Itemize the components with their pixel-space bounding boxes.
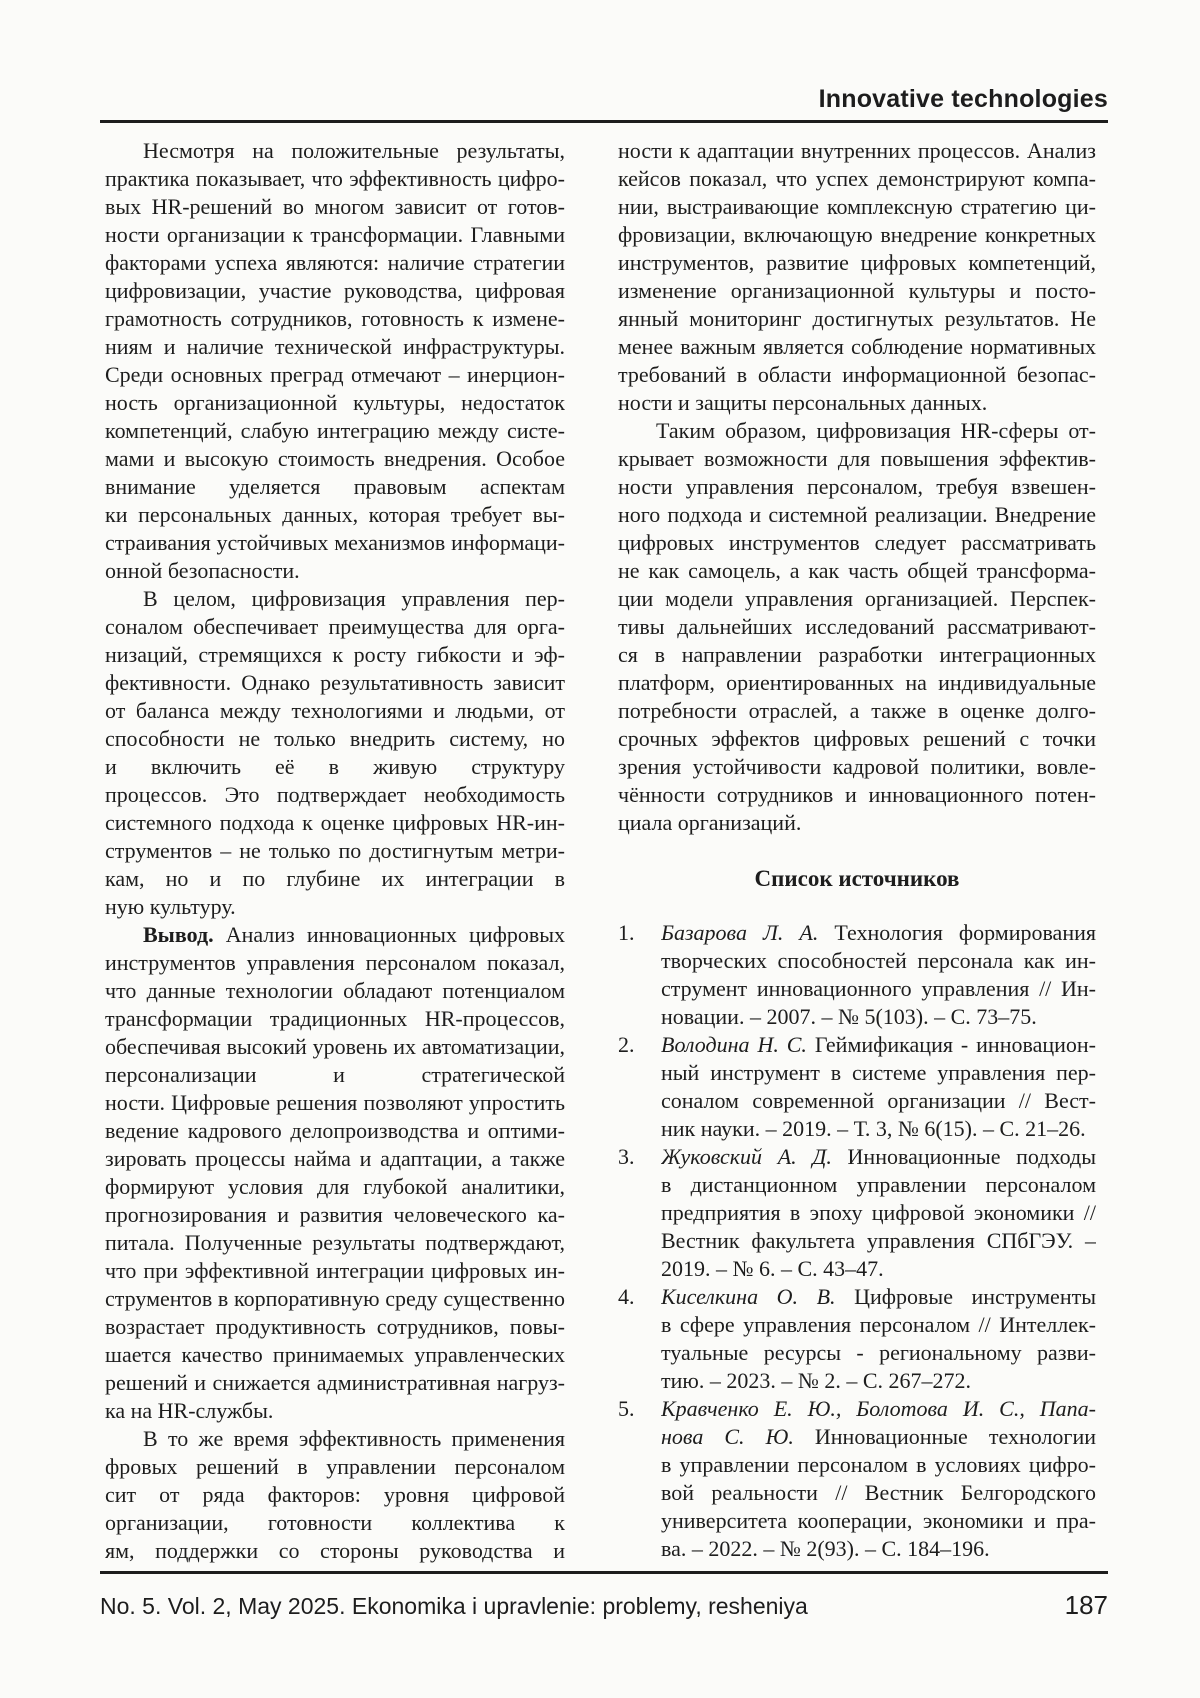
text-line [105, 949, 565, 977]
text-segment: компетенций, слабую интеграцию между систе- [105, 418, 565, 443]
text-segment: циала организаций. [618, 810, 802, 835]
text-line [105, 641, 565, 669]
text-segment: ности к адаптации внутренних процессов. Анализ [618, 138, 1096, 163]
text-segment: ности управления персоналом, требуя взвешен- [618, 474, 1096, 499]
text-line [105, 137, 565, 165]
text-line [661, 1507, 1096, 1535]
reference-number: 3. [618, 1144, 635, 1169]
reference-number: 2. [618, 1032, 635, 1057]
reference-item [618, 1031, 1096, 1143]
text-line [105, 277, 565, 305]
text-segment: трансформации традиционных HR-процессов, [105, 1006, 565, 1031]
text-line [618, 809, 1096, 837]
text-line [105, 1425, 565, 1453]
text-segment: соналом современной организации // Вест- [661, 1088, 1096, 1113]
text-segment: струментов в корпоративную среду существенно [105, 1286, 565, 1311]
reference-text [661, 1143, 1096, 1283]
text-line [105, 585, 565, 613]
text-segment: фровизации, включающую внедрение конкретных [618, 222, 1096, 247]
text-line [105, 977, 565, 1005]
text-line [661, 1339, 1096, 1367]
text-line [661, 1059, 1096, 1087]
text-segment: университета кооперации, экономики и пра- [661, 1508, 1096, 1533]
text-line [618, 781, 1096, 809]
text-segment: ки персональных данных, которая требует вы- [105, 502, 565, 527]
text-line [618, 697, 1096, 725]
text-segment: ности и защиты персональных данных. [618, 390, 988, 415]
text-line [618, 725, 1096, 753]
reference-item [618, 1283, 1096, 1395]
text-segment: Инновационные подходы [831, 1144, 1096, 1169]
text-segment: зировать процессы найма и адаптации, а также [105, 1146, 565, 1171]
text-segment: внимание уделяется правовым аспектам [105, 474, 565, 499]
text-line [661, 1143, 1096, 1171]
text-segment: что данные технологии обладают потенциалом [105, 978, 565, 1003]
text-segment: фективности. Однако результативность зависит [105, 670, 565, 695]
text-line [618, 445, 1096, 473]
text-line [105, 1089, 565, 1117]
text-segment: от баланса между технологиями и людьми, от [105, 698, 565, 723]
text-line [105, 529, 565, 557]
text-segment: низаций, стремящихся к росту гибкости и эф- [105, 642, 565, 667]
footer-rule [100, 1571, 1108, 1574]
text-line [661, 1367, 1096, 1395]
text-segment: страивания устойчивых механизмов информаци- [105, 530, 565, 555]
text-line [661, 975, 1096, 1003]
text-segment: струментов – не только по достигнутым метри- [105, 838, 565, 863]
text-line [618, 249, 1096, 277]
text-segment: инструментов, развитие цифровых компетенций, [618, 250, 1096, 275]
text-segment: Володина Н. С. [661, 1032, 807, 1057]
text-line [661, 1087, 1096, 1115]
text-segment: сит от ряда факторов: уровня цифровой [105, 1482, 565, 1507]
text-segment: менее важным является соблюдение нормативных [618, 334, 1096, 359]
text-line [105, 1397, 565, 1425]
text-line [661, 1311, 1096, 1339]
text-line [105, 221, 565, 249]
text-line [105, 557, 565, 585]
text-segment: не как самоцель, а как часть общей трансформа- [618, 558, 1096, 583]
reference-number: 4. [618, 1284, 635, 1309]
header-rule [100, 120, 1108, 123]
text-segment: ведение кадрового делопроизводства и оптими- [105, 1118, 565, 1143]
text-segment: способности не только внедрить систему, но [105, 726, 565, 751]
text-segment: ва. – 2022. – № 2(93). – С. 184–196. [661, 1536, 990, 1561]
text-segment: платформ, ориентированных на индивидуальные [618, 670, 1096, 695]
text-segment: нова С. Ю. [661, 1424, 794, 1449]
text-segment: ниям и наличие технической инфраструктуры. [105, 334, 565, 359]
text-segment: факторами успеха являются: наличие стратегии [105, 250, 565, 275]
text-segment: ка на HR-службы. [105, 1398, 274, 1423]
text-segment: струмент инновационного управления // Ин- [661, 976, 1096, 1001]
text-line [618, 501, 1096, 529]
text-line [618, 193, 1096, 221]
text-segment: вой реальности // Вестник Белгородского [661, 1480, 1096, 1505]
text-segment: ный инструмент в системе управления пер- [661, 1060, 1096, 1085]
text-line [105, 165, 565, 193]
text-segment: Анализ инновационных цифровых [213, 922, 565, 947]
text-line [105, 753, 565, 781]
reference-text [661, 919, 1096, 1031]
column-right-paragraphs [618, 137, 1096, 837]
text-line [105, 921, 565, 949]
text-segment: творческих способностей персонала как ин- [661, 948, 1096, 973]
reference-text [661, 1031, 1096, 1143]
running-head: Innovative technologies [818, 85, 1108, 113]
reference-text [661, 1395, 1096, 1563]
reference-item [618, 919, 1096, 1031]
text-segment: системного подхода к оценке цифровых HR-ин- [105, 810, 565, 835]
text-line [661, 1479, 1096, 1507]
text-line [618, 305, 1096, 333]
text-segment: процессов. Это подтверждает необходимость [105, 782, 565, 807]
text-segment: тивы дальнейших исследований рассматривают- [618, 614, 1096, 639]
text-segment: инструментов управления персоналом показал, [105, 950, 565, 975]
text-segment: ции модели управления организацией. Перспек- [618, 586, 1096, 611]
text-segment: 2019. – № 6. – С. 43–47. [661, 1256, 884, 1281]
reference-item [618, 1143, 1096, 1283]
text-segment: зрения устойчивости кадровой политики, вовле- [618, 754, 1096, 779]
text-line [661, 1423, 1096, 1451]
text-segment: практика показывает, что эффективность цифро- [105, 166, 565, 191]
text-line [618, 557, 1096, 585]
text-line [105, 1453, 565, 1481]
text-line [105, 809, 565, 837]
text-line [661, 947, 1096, 975]
column-right [618, 137, 1096, 1565]
text-line [105, 1173, 565, 1201]
text-line [618, 613, 1096, 641]
text-segment: Несмотря на положительные результаты, [143, 138, 565, 163]
text-segment: срочных эффектов цифровых решений с точки [618, 726, 1096, 751]
text-line [105, 1509, 565, 1537]
reference-item [618, 1395, 1096, 1563]
text-segment: туальные ресурсы - региональному разви- [661, 1340, 1096, 1365]
text-line [105, 669, 565, 697]
text-line [661, 1003, 1096, 1031]
text-segment: янный мониторинг достигнутых результатов. Не [618, 306, 1096, 331]
page-number: 187 [1064, 1590, 1108, 1620]
text-line [105, 613, 565, 641]
text-segment: Жуковский А. Д. [661, 1144, 832, 1169]
text-line [105, 1201, 565, 1229]
text-line [105, 1117, 565, 1145]
text-line [105, 305, 565, 333]
text-line [618, 165, 1096, 193]
text-segment: мами и высокую стоимость внедрения. Особое [105, 446, 565, 471]
text-segment: Технология формирования [818, 920, 1096, 945]
text-segment: решений и снижается административная нагруз- [105, 1370, 565, 1395]
text-segment: грамотность сотрудников, готовность к измене- [105, 306, 565, 331]
text-line [105, 1285, 565, 1313]
text-line [661, 1199, 1096, 1227]
text-segment: ность организационной культуры, недостаток [105, 390, 565, 415]
text-line [105, 1005, 565, 1033]
text-line [105, 781, 565, 809]
text-line [618, 137, 1096, 165]
references-list [618, 919, 1096, 1563]
text-line [105, 249, 565, 277]
text-line [105, 1061, 565, 1089]
reference-number: 5. [618, 1396, 635, 1421]
text-line [661, 1115, 1096, 1143]
text-segment: ям, поддержки со стороны руководства и [105, 1538, 565, 1563]
text-line [661, 1031, 1096, 1059]
text-segment: шается качество принимаемых управленческих [105, 1342, 565, 1367]
text-line [661, 1451, 1096, 1479]
text-segment: что при эффективной интеграции цифровых ин- [105, 1258, 565, 1283]
text-segment: персонализации и стратегической [105, 1062, 565, 1087]
text-segment: Вестник факультета управления СПбГЭУ. – [661, 1228, 1096, 1253]
text-line [618, 473, 1096, 501]
text-segment: цифровых инструментов следует рассматривать [618, 530, 1096, 555]
text-line [105, 445, 565, 473]
text-segment: в дистанционном управлении персоналом [661, 1172, 1096, 1197]
text-segment: вых HR-решений во многом зависит от готов- [105, 194, 565, 219]
text-segment: ную культуру. [105, 894, 236, 919]
text-line [661, 1535, 1096, 1563]
page-footer [100, 1590, 1108, 1621]
text-segment: предприятия в эпоху цифровой экономики // [661, 1200, 1096, 1225]
column-left [105, 137, 565, 1565]
text-line [661, 919, 1096, 947]
text-line [105, 1313, 565, 1341]
text-line [618, 585, 1096, 613]
text-line [618, 389, 1096, 417]
text-segment: требований в области информационной безопас- [618, 362, 1096, 387]
text-segment: Геймификация - инновацион- [806, 1032, 1096, 1057]
text-line [105, 1369, 565, 1397]
text-segment: прогнозирования и развития человеческого ка- [105, 1202, 565, 1227]
text-segment: В то же время эффективность применения [143, 1426, 565, 1451]
text-line [105, 473, 565, 501]
text-line [105, 1257, 565, 1285]
text-segment: чённости сотрудников и инновационного потен- [618, 782, 1096, 807]
reference-text [661, 1283, 1096, 1395]
text-segment: Цифровые инструменты [835, 1284, 1096, 1309]
text-line [618, 333, 1096, 361]
text-segment: новации. – 2007. – № 5(103). – С. 73–75. [661, 1004, 1037, 1029]
text-segment: онной безопасности. [105, 558, 300, 583]
text-line [105, 361, 565, 389]
text-line [105, 1229, 565, 1257]
text-segment: Инновационные технологии [793, 1424, 1096, 1449]
text-line [618, 641, 1096, 669]
text-line [618, 669, 1096, 697]
text-line [105, 501, 565, 529]
text-segment: Киселкина О. В. [661, 1284, 836, 1309]
text-line [618, 277, 1096, 305]
text-segment: тию. – 2023. – № 2. – С. 267–272. [661, 1368, 971, 1393]
text-segment: кейсов показал, что успех демонстрируют компа- [618, 166, 1096, 191]
text-line [105, 389, 565, 417]
text-segment: кам, но и по глубине их интеграции в [105, 866, 565, 891]
text-segment: нии, выстраивающие комплексную стратегию ци- [618, 194, 1096, 219]
text-segment: потребности отраслей, а также в оценке долго- [618, 698, 1096, 723]
text-segment: цифровизации, участие руководства, цифровая [105, 278, 565, 303]
text-line [105, 1481, 565, 1509]
text-segment: Таким образом, цифровизация HR-сферы от- [656, 418, 1096, 443]
text-segment: формируют условия для глубокой аналитики, [105, 1174, 565, 1199]
text-line [618, 221, 1096, 249]
text-line [105, 1033, 565, 1061]
text-line [618, 417, 1096, 445]
text-segment: и включить её в живую структуру [105, 754, 565, 779]
text-segment: возрастает продуктивность сотрудников, повы- [105, 1314, 565, 1339]
text-segment: организации, готовности коллектива к [105, 1510, 565, 1535]
text-segment: питала. Полученные результаты подтверждают, [105, 1230, 565, 1255]
text-segment: ник науки. – 2019. – Т. 3, № 6(15). – С. 21–26. [661, 1116, 1086, 1141]
text-line [105, 1537, 565, 1565]
text-segment: Кравченко Е. Ю., Болотова И. С., Папа- [661, 1396, 1096, 1421]
text-segment: в управлении персоналом в условиях цифро- [661, 1452, 1096, 1477]
text-line [661, 1227, 1096, 1255]
text-segment: Вывод. [143, 922, 214, 947]
text-segment: В целом, цифровизация управления пер- [143, 586, 565, 611]
text-segment: в сфере управления персоналом // Интеллек- [661, 1312, 1096, 1337]
text-line [105, 1341, 565, 1369]
text-segment: ся в направлении разработки интеграционных [618, 642, 1096, 667]
text-line [105, 697, 565, 725]
text-line [661, 1255, 1096, 1283]
journal-info: No. 5. Vol. 2, May 2025. Ekonomika i upravlenie: problemy, resheniya [100, 1593, 808, 1619]
text-line [105, 193, 565, 221]
text-line [105, 1145, 565, 1173]
text-segment: ности. Цифровые решения позволяют упростить [105, 1090, 565, 1115]
text-line [618, 361, 1096, 389]
text-segment: ности организации к трансформации. Главными [105, 222, 565, 247]
text-line [661, 1283, 1096, 1311]
text-line [105, 865, 565, 893]
text-line [105, 417, 565, 445]
text-line [105, 725, 565, 753]
article-body [105, 137, 1096, 1565]
text-segment: соналом обеспечивает преимущества для орга- [105, 614, 565, 639]
text-segment: обеспечивая высокий уровень их автоматизации, [105, 1034, 565, 1059]
text-segment: изменение организационной культуры и посто- [618, 278, 1096, 303]
text-segment: Среди основных преград отмечают – инерцион- [105, 362, 565, 387]
text-segment: крывает возможности для повышения эффектив- [618, 446, 1096, 471]
text-line [661, 1171, 1096, 1199]
text-line [105, 893, 565, 921]
text-line [618, 529, 1096, 557]
references-heading: Список источников [754, 866, 960, 891]
reference-number: 1. [618, 920, 635, 945]
text-segment: ного подхода и системной реализации. Внедрение [618, 502, 1096, 527]
text-segment: Базарова Л. А. [661, 920, 819, 945]
text-line [105, 333, 565, 361]
text-line [618, 753, 1096, 781]
text-line [105, 837, 565, 865]
text-line [661, 1395, 1096, 1423]
text-segment: фровых решений в управлении персоналом [105, 1454, 565, 1479]
